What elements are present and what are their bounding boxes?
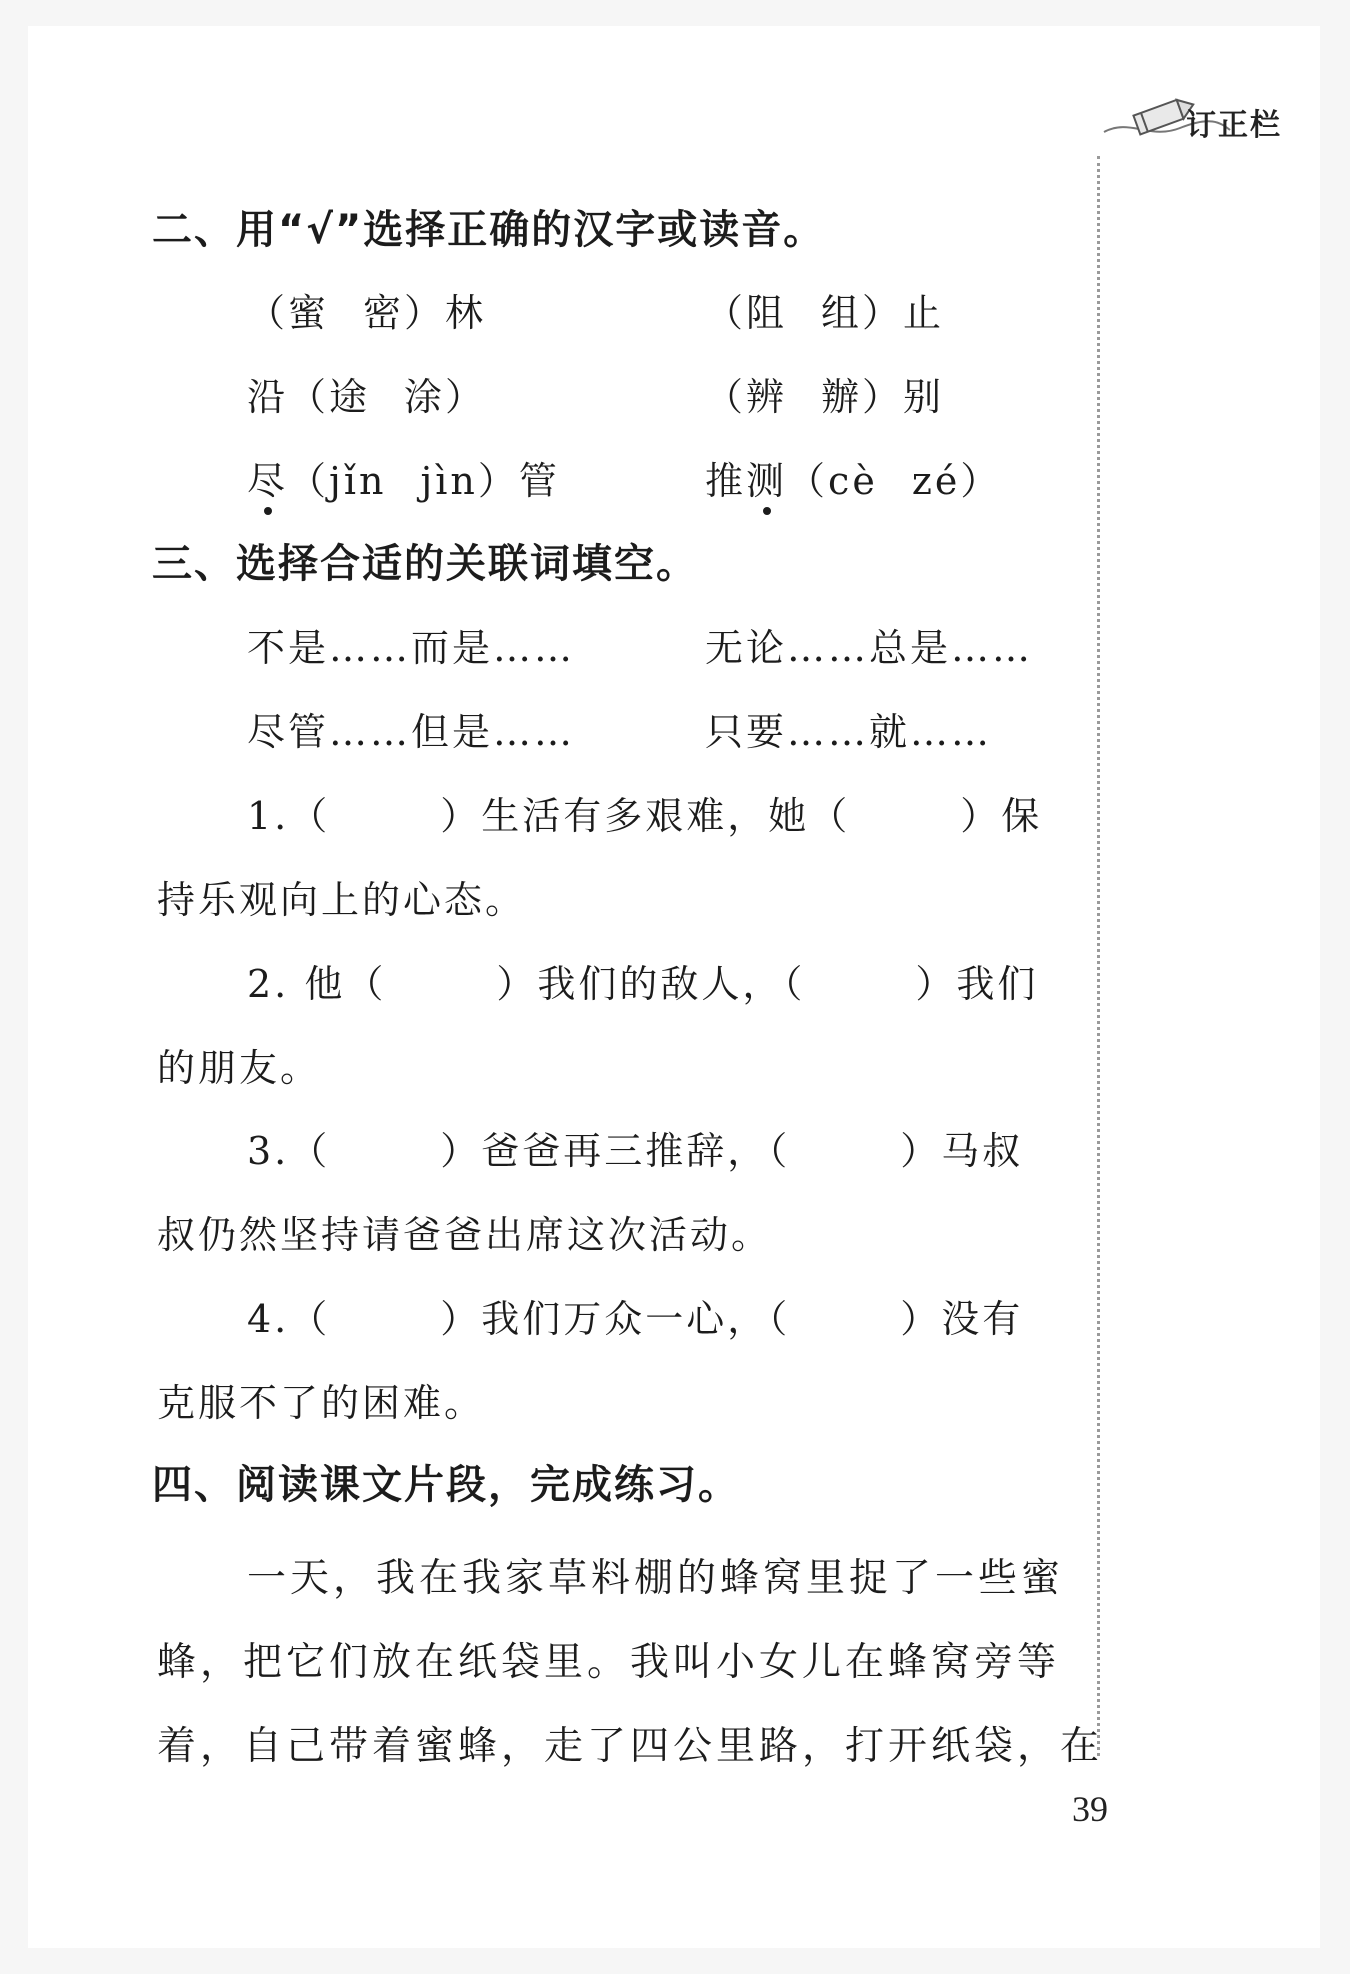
conjunction-option-2: 无论……总是…… <box>705 626 1034 670</box>
option-a[interactable]: cè <box>828 459 878 503</box>
option-a[interactable]: 途 <box>329 375 371 419</box>
choice-item-4: （辨 辦）别 <box>705 375 945 419</box>
option-a[interactable]: 蜜 <box>288 291 330 335</box>
passage-line: 蜂，把它们放在纸袋里。我叫小女儿在蜂窝旁等 <box>157 1640 1061 1685</box>
question-1-continued: 持乐观向上的心态。 <box>157 878 527 922</box>
option-a[interactable]: jǐn <box>329 459 387 503</box>
reading-passage <box>157 1537 1104 1789</box>
question-4-continued: 克服不了的困难。 <box>157 1381 486 1425</box>
emphasis-dot-char: 测 <box>746 450 787 505</box>
choice-item-3: 沿（途 涂） <box>247 375 487 419</box>
correction-divider <box>1097 156 1100 1756</box>
question-4: 4.（ ）我们万众一心，（ ）没有 <box>247 1297 1024 1341</box>
option-b[interactable]: jìn <box>420 459 478 503</box>
conjunction-option-3: 尽管……但是…… <box>247 710 576 754</box>
option-b[interactable]: 涂 <box>404 375 446 419</box>
conjunction-option-4: 只要……就…… <box>705 710 993 754</box>
option-b[interactable]: 组 <box>821 291 863 335</box>
question-3: 3.（ ）爸爸再三推辞，（ ）马叔 <box>247 1129 1024 1173</box>
option-b[interactable]: zé <box>911 459 961 503</box>
choice-item-2: （阻 组）止 <box>705 291 945 335</box>
page-number: 39 <box>1072 1789 1108 1829</box>
section-2-title: 二、用“√”选择正确的汉字或读音。 <box>152 207 826 253</box>
section-4-title: 四、阅读课文片段，完成练习。 <box>152 1462 740 1508</box>
question-1: 1.（ ）生活有多艰难，她（ ）保 <box>247 794 1043 838</box>
passage-line: 一天，我在我家草料棚的蜂窝里捉了一些蜜 <box>247 1556 1065 1601</box>
option-a[interactable]: 阻 <box>746 291 788 335</box>
choice-item-6: 推测（cè zé） <box>705 450 1001 505</box>
emphasis-dot-char: 尽 <box>247 450 288 505</box>
correction-column-label: 订正栏 <box>1186 108 1282 143</box>
question-3-continued: 叔仍然坚持请爸爸出席这次活动。 <box>157 1213 773 1257</box>
question-2: 2. 他（ ）我们的敌人，（ ）我们 <box>247 962 1039 1006</box>
choice-item-5: 尽（jǐn jìn）管 <box>247 450 560 505</box>
choice-item-1: （蜜 密）林 <box>247 291 487 335</box>
section-3-title: 三、选择合适的关联词填空。 <box>152 541 698 587</box>
option-b[interactable]: 密 <box>363 291 405 335</box>
option-b[interactable]: 辦 <box>821 375 863 419</box>
passage-line: 着，自己带着蜜蜂，走了四公里路，打开纸袋，在 <box>157 1724 1104 1769</box>
question-2-continued: 的朋友。 <box>157 1046 322 1090</box>
conjunction-option-1: 不是……而是…… <box>247 626 576 670</box>
option-a[interactable]: 辨 <box>746 375 788 419</box>
